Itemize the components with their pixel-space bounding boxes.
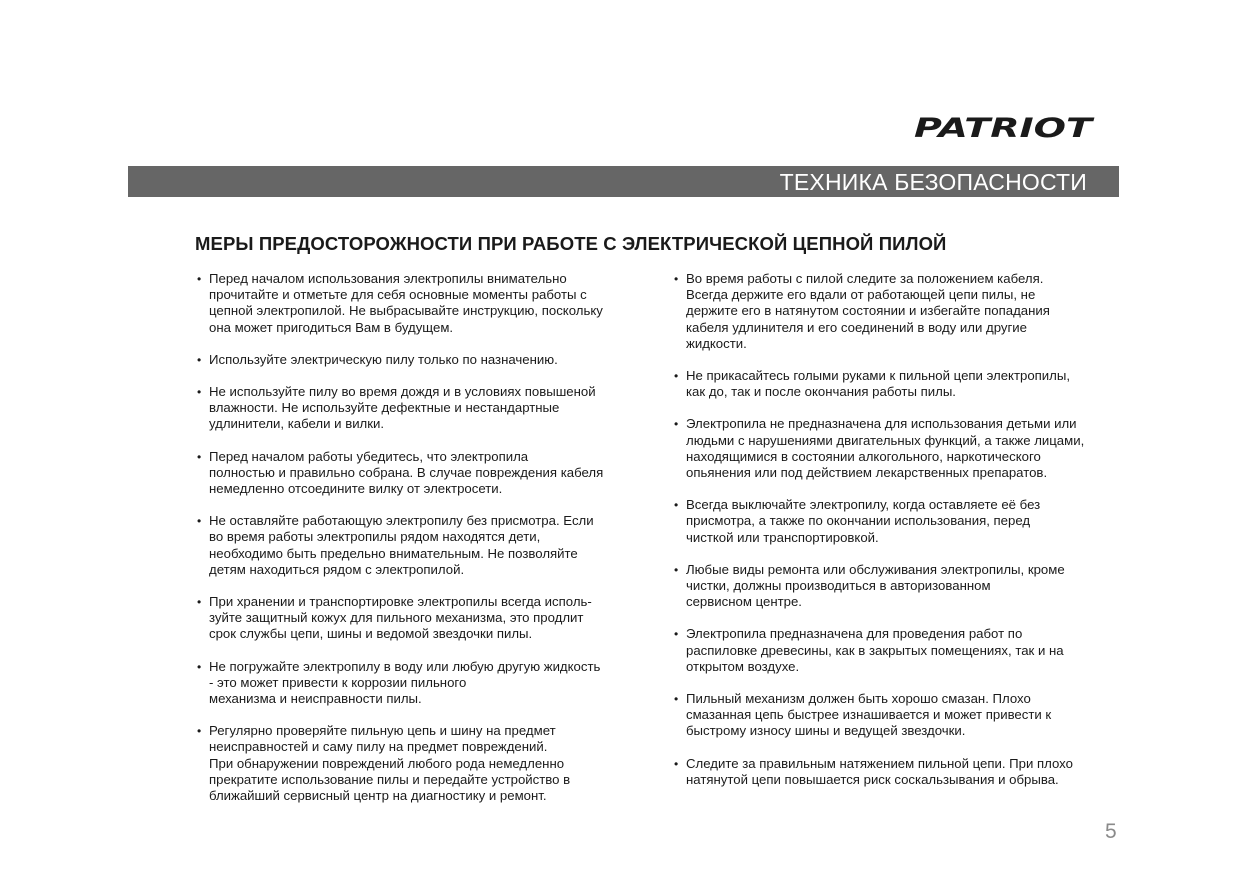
left-safety-item-text: Не погружайте электропилу в воду или любую другую жидкость - это может привести к коррозии пильного механизма и неисправности пилы. — [209, 658, 601, 707]
bullet-icon: • — [674, 417, 679, 432]
left-safety-item — [197, 449, 637, 498]
left-safety-item — [197, 513, 637, 578]
right-safety-item-text: Во время работы с пилой следите за положением кабеля. Всегда держите его вдали от работающей цепи пилы, не держите его в натянутом состоянии и избегайте попадания кабеля удлинителя и его соединений в воду или другие жидкости. — [686, 271, 1050, 351]
right-safety-item — [674, 562, 1122, 611]
left-column-list — [197, 271, 637, 820]
right-safety-item-text: Всегда выключайте электропилу, когда оставляете её без присмотра, а также по окончании использования, перед чисткой или транспортировкой. — [686, 497, 1041, 545]
right-safety-item — [674, 368, 1122, 400]
left-safety-item — [197, 723, 637, 804]
page-number: 5 — [1105, 820, 1117, 843]
section-band — [128, 166, 1119, 197]
bullet-icon: • — [674, 369, 679, 384]
patriot-logo-graphic — [912, 110, 1097, 146]
right-safety-item — [674, 416, 1122, 481]
bullet-icon: • — [674, 692, 679, 707]
right-safety-item-text: Пильный механизм должен быть хорошо смазан. Плохо смазанная цепь быстрее изнашивается и может привести к быстрому износу шины и ведущей звездочки. — [686, 691, 1052, 739]
bullet-icon: • — [197, 272, 202, 286]
left-safety-item-text: Используйте электрическую пилу только по назначению. — [209, 351, 558, 367]
left-safety-item — [197, 594, 637, 643]
left-safety-item-text: Не используйте пилу во время дождя и в условиях повышеной влажности. Не используйте дефектные и нестандартные удлинители, кабели и вилки. — [209, 384, 596, 432]
bullet-icon: • — [674, 756, 679, 771]
bullet-icon: • — [674, 562, 679, 577]
left-safety-item — [197, 384, 637, 433]
patriot-logo — [912, 110, 1097, 146]
right-safety-item-text: Электропила не предназначена для использования детьми или людьми с нарушениями двигательных функций, а также лицами, находящимися в состоянии алкогольного, наркотического опьянения или под действием лекарственных препаратов. — [686, 416, 1085, 481]
main-heading: МЕРЫ ПРЕДОСТОРОЖНОСТИ ПРИ РАБОТЕ С ЭЛЕКТРИЧЕСКОЙ ЦЕПНОЙ ПИЛОЙ — [195, 233, 947, 254]
left-safety-item — [197, 271, 637, 336]
left-safety-item — [197, 659, 637, 708]
left-safety-item-text: Не оставляйте работающую электропилу без присмотра. Если во время работы электропилы рядом находятся дети, необходимо быть предельно внимательным. Не позволяйте детям находиться рядом с электропилой. — [209, 513, 594, 577]
left-safety-item-text: Перед началом работы убедитесь, что электропила полностью и правильно собрана. В случае повреждения кабеля немедленно отсоедините вилку от электросети. — [209, 448, 604, 497]
bullet-icon: • — [197, 352, 202, 367]
left-safety-item-text: При хранении и транспортировке электропилы всегда исполь- зуйте защитный кожух для пильного механизма, это продлит срок службы цепи, шины и ведомой звездочки пилы. — [209, 594, 592, 642]
bullet-icon: • — [197, 724, 202, 739]
left-safety-item-text: Регулярно проверяйте пильную цепь и шину на предмет неисправностей и саму пилу на предмет повреждений. При обнаружении повреждений любого рода немедленно прекратите использование пилы и передайте устройство в ближайший сервисный центр на диагностику и ремонт. — [209, 723, 571, 804]
right-safety-item — [674, 626, 1122, 675]
right-column-list — [674, 271, 1122, 804]
bullet-icon: • — [674, 627, 679, 642]
left-safety-item-text: Перед началом использования электропилы внимательно прочитайте и отметьте для себя основные моменты работы с цепной электропилой. Не выбрасывайте инструкцию, поскольку она может пригодиться Вам в будущем. — [209, 271, 603, 335]
right-safety-item-text: Не прикасайтесь голыми руками к пильной цепи электропилы, как до, так и после окончания работы пилы. — [686, 368, 1071, 400]
bullet-icon: • — [197, 385, 202, 400]
bullet-icon: • — [197, 449, 202, 464]
right-safety-item — [674, 691, 1122, 740]
bullet-icon: • — [674, 498, 679, 513]
right-safety-item-text: Любые виды ремонта или обслуживания электропилы, кроме чистки, должны производиться в авторизованном сервисном центре. — [686, 561, 1065, 610]
right-safety-item — [674, 497, 1122, 546]
patriot-logo-text: PATRIOT — [914, 113, 1096, 144]
section-title: ТЕХНИКА БЕЗОПАСНОСТИ — [779, 169, 1087, 195]
bullet-icon: • — [197, 514, 202, 529]
right-safety-item-text: Электропила предназначена для проведения работ по распиловке древесины, как в закрытых помещениях, так и на открытом воздухе. — [686, 626, 1064, 674]
right-safety-item — [674, 756, 1122, 788]
left-safety-item — [197, 352, 637, 368]
bullet-icon: • — [197, 659, 202, 674]
right-safety-item-text: Следите за правильным натяжением пильной цепи. При плохо натянутой цепи повышается риск соскальзывания и обрыва. — [686, 755, 1073, 787]
bullet-icon: • — [674, 272, 679, 286]
bullet-icon: • — [197, 595, 202, 610]
right-safety-item — [674, 271, 1122, 352]
